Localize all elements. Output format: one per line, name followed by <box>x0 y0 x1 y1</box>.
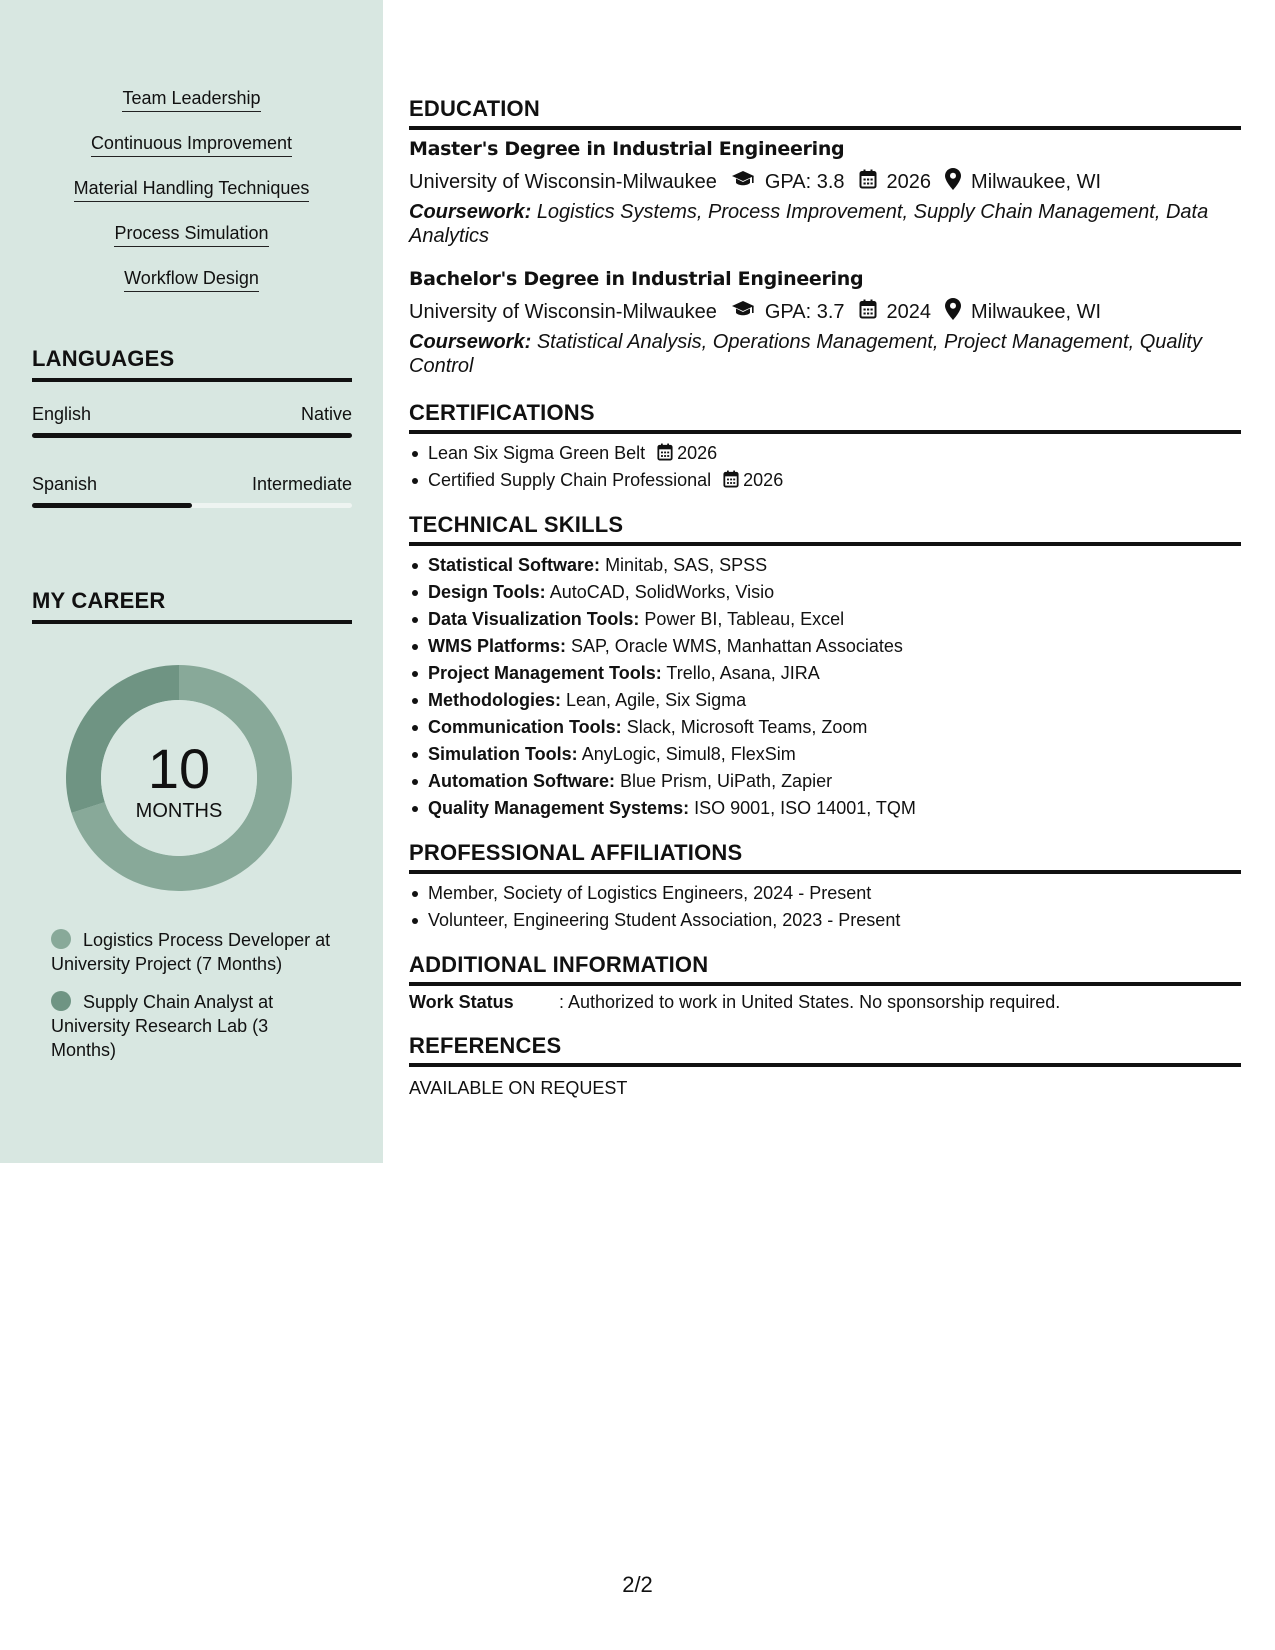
career-total: 10 <box>147 737 211 800</box>
education-heading: EDUCATION <box>409 96 1241 130</box>
calendar-icon <box>723 469 739 496</box>
career-heading: MY CAREER <box>32 588 352 624</box>
list-item: Data Visualization Tools: Power BI, Tableau, Excel <box>409 606 1241 633</box>
list-item: Lean Six Sigma Green Belt 2026 <box>409 440 1241 467</box>
legend-dot <box>51 929 71 949</box>
list-item: Simulation Tools: AnyLogic, Simul8, FlexSim <box>409 741 1241 768</box>
list-item: Statistical Software: Minitab, SAS, SPSS <box>409 552 1241 579</box>
graduation-cap-icon <box>731 170 755 194</box>
language-bar-spanish <box>32 503 352 508</box>
language-level: Native <box>300 404 352 424</box>
language-bar-fill <box>32 433 352 438</box>
degree-location: Milwaukee, WI <box>971 300 1102 323</box>
languages-heading: LANGUAGES <box>32 346 352 382</box>
page-number: 2/2 <box>622 1572 653 1597</box>
list-item: Project Management Tools: Trello, Asana, JIRA <box>409 660 1241 687</box>
degree-meta <box>409 168 1101 196</box>
list-item: Volunteer, Engineering Student Association, 2023 - Present <box>409 907 1241 934</box>
degree-year: 2026 <box>886 170 932 193</box>
degree-meta <box>409 298 1101 326</box>
language-bar-english <box>32 433 352 438</box>
career-unit: MONTHS <box>135 800 223 822</box>
list-item: Certified Supply Chain Professional 2026 <box>409 467 1241 494</box>
language-name: Spanish <box>32 474 98 494</box>
skill-item: Continuous Improvement <box>0 131 383 176</box>
coursework: Coursework: Logistics Systems, Process Improvement, Supply Chain Management, Data Analytics <box>409 201 1209 247</box>
calendar-icon <box>859 299 877 325</box>
skill-item: Material Handling Techniques <box>0 176 383 221</box>
list-item: Member, Society of Logistics Engineers, 2024 - Present <box>409 880 1241 907</box>
list-item: Communication Tools: Slack, Microsoft Teams, Zoom <box>409 714 1241 741</box>
language-level: Intermediate <box>251 474 352 494</box>
technical-skills-list <box>409 552 1241 822</box>
references-heading: REFERENCES <box>409 1033 1241 1067</box>
sidebar <box>0 0 383 1163</box>
work-status-label: Work Status <box>409 992 514 1012</box>
technical-skills-heading: TECHNICAL SKILLS <box>409 512 1241 546</box>
language-bar-fill <box>32 503 192 508</box>
degree-title: Master's Degree in Industrial Engineering <box>409 138 845 160</box>
skill-item: Team Leadership <box>0 86 383 131</box>
legend-dot <box>51 991 71 1011</box>
coursework: Coursework: Statistical Analysis, Operations Management, Project Management, Quality Control <box>409 331 1202 377</box>
school-name: University of Wisconsin-Milwaukee <box>409 170 717 193</box>
language-row-english <box>32 404 352 425</box>
calendar-icon <box>859 169 877 195</box>
work-status-value: : Authorized to work in United States. No sponsorship required. <box>559 992 1061 1012</box>
gpa: GPA: 3.7 <box>764 300 845 323</box>
language-name: English <box>32 404 92 424</box>
degree-year: 2024 <box>886 300 932 323</box>
location-pin-icon <box>945 168 961 196</box>
list-item: WMS Platforms: SAP, Oracle WMS, Manhattan Associates <box>409 633 1241 660</box>
affiliations-list <box>409 880 1241 934</box>
list-item: Design Tools: AutoCAD, SolidWorks, Visio <box>409 579 1241 606</box>
additional-info-heading: ADDITIONAL INFORMATION <box>409 952 1241 986</box>
career-legend-item: Logistics Process Developer at University Project (7 Months) <box>51 930 331 974</box>
location-pin-icon <box>945 298 961 326</box>
degree-title: Bachelor's Degree in Industrial Engineering <box>409 268 864 290</box>
list-item: Automation Software: Blue Prism, UiPath, Zapier <box>409 768 1241 795</box>
affiliations-heading: PROFESSIONAL AFFILIATIONS <box>409 840 1241 874</box>
references-text: AVAILABLE ON REQUEST <box>409 1078 628 1098</box>
certifications-heading: CERTIFICATIONS <box>409 400 1241 434</box>
work-status-row <box>409 992 1060 1013</box>
degree-location: Milwaukee, WI <box>971 170 1102 193</box>
language-row-spanish <box>32 474 352 495</box>
list-item: Quality Management Systems: ISO 9001, ISO 14001, TQM <box>409 795 1241 822</box>
school-name: University of Wisconsin-Milwaukee <box>409 300 717 323</box>
gpa: GPA: 3.8 <box>764 170 845 193</box>
certifications-list <box>409 440 1241 494</box>
list-item: Methodologies: Lean, Agile, Six Sigma <box>409 687 1241 714</box>
skill-item: Workflow Design <box>0 266 383 311</box>
skill-item: Process Simulation <box>0 221 383 266</box>
graduation-cap-icon <box>731 300 755 324</box>
skills-list <box>0 86 383 311</box>
career-legend-item: Supply Chain Analyst at University Research Lab (3 Months) <box>51 992 274 1060</box>
calendar-icon <box>657 442 673 469</box>
